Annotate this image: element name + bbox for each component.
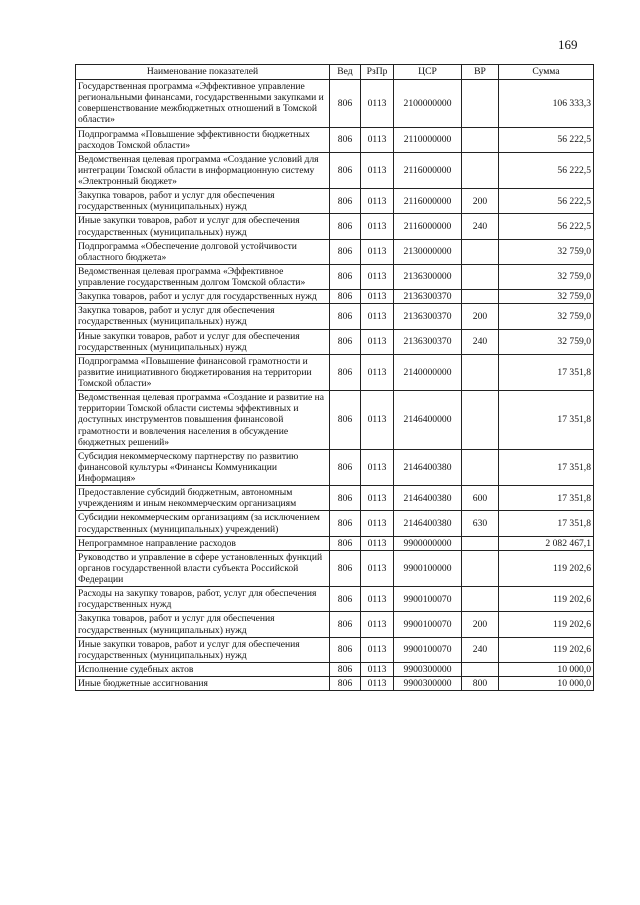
table-row (76, 391, 594, 450)
cell-ved: 806 (330, 304, 361, 329)
cell-vr: 200 (462, 189, 499, 214)
cell-rzpr: 0113 (361, 152, 394, 188)
cell-vr: 600 (462, 486, 499, 511)
cell-name: Руководство и управление в сфере установленных функций органов государственной власти субъекта Российской Федерации (76, 550, 330, 586)
table-row (76, 662, 594, 676)
cell-ved: 806 (330, 536, 361, 550)
cell-name: Государственная программа «Эффективное управление региональными финансами, государственными закупками и совершенствование межбюджетных отношений в Томской области» (76, 80, 330, 128)
header-sum: Сумма (499, 65, 594, 80)
cell-csr: 9900300000 (394, 677, 462, 691)
cell-sum: 2 082 467,1 (499, 536, 594, 550)
cell-ved: 806 (330, 587, 361, 612)
cell-rzpr: 0113 (361, 637, 394, 662)
cell-csr: 9900100070 (394, 637, 462, 662)
table-row (76, 214, 594, 239)
table-row (76, 264, 594, 289)
cell-ved: 806 (330, 290, 361, 304)
table-row (76, 127, 594, 152)
cell-name: Исполнение судебных актов (76, 662, 330, 676)
cell-name: Закупка товаров, работ и услуг для государственных нужд (76, 290, 330, 304)
cell-csr: 2136300370 (394, 290, 462, 304)
cell-csr: 2146400380 (394, 486, 462, 511)
cell-sum: 32 759,0 (499, 304, 594, 329)
cell-vr (462, 239, 499, 264)
cell-ved: 806 (330, 511, 361, 536)
cell-sum: 119 202,6 (499, 612, 594, 637)
table-row (76, 329, 594, 354)
cell-sum: 56 222,5 (499, 189, 594, 214)
cell-csr: 9900100000 (394, 550, 462, 586)
cell-name: Подпрограмма «Повышение эффективности бюджетных расходов Томской области» (76, 127, 330, 152)
cell-rzpr: 0113 (361, 354, 394, 390)
table-row (76, 550, 594, 586)
cell-ved: 806 (330, 264, 361, 289)
cell-rzpr: 0113 (361, 511, 394, 536)
table-row (76, 637, 594, 662)
cell-rzpr: 0113 (361, 449, 394, 485)
table-row (76, 677, 594, 691)
cell-rzpr: 0113 (361, 80, 394, 128)
table-row (76, 290, 594, 304)
table-row (76, 511, 594, 536)
cell-sum: 56 222,5 (499, 152, 594, 188)
cell-vr: 800 (462, 677, 499, 691)
cell-vr (462, 127, 499, 152)
cell-csr: 9900000000 (394, 536, 462, 550)
cell-sum: 17 351,8 (499, 486, 594, 511)
cell-name: Закупка товаров, работ и услуг для обеспечения государственных (муниципальных) нужд (76, 612, 330, 637)
table-row (76, 486, 594, 511)
cell-rzpr: 0113 (361, 304, 394, 329)
cell-sum: 17 351,8 (499, 391, 594, 450)
cell-sum: 10 000,0 (499, 677, 594, 691)
cell-vr (462, 290, 499, 304)
cell-rzpr: 0113 (361, 264, 394, 289)
cell-ved: 806 (330, 127, 361, 152)
cell-sum: 119 202,6 (499, 550, 594, 586)
cell-rzpr: 0113 (361, 239, 394, 264)
cell-ved: 806 (330, 550, 361, 586)
cell-sum: 32 759,0 (499, 239, 594, 264)
cell-sum: 106 333,3 (499, 80, 594, 128)
cell-name: Иные закупки товаров, работ и услуг для обеспечения государственных (муниципальных) нужд (76, 637, 330, 662)
cell-vr: 240 (462, 637, 499, 662)
cell-ved: 806 (330, 329, 361, 354)
cell-vr: 200 (462, 612, 499, 637)
header-ved: Вед (330, 65, 361, 80)
table-row (76, 239, 594, 264)
cell-vr (462, 80, 499, 128)
cell-vr (462, 391, 499, 450)
cell-sum: 119 202,6 (499, 587, 594, 612)
cell-rzpr: 0113 (361, 391, 394, 450)
cell-sum: 119 202,6 (499, 637, 594, 662)
cell-vr (462, 536, 499, 550)
header-csr: ЦСР (394, 65, 462, 80)
cell-ved: 806 (330, 449, 361, 485)
cell-csr: 2110000000 (394, 127, 462, 152)
cell-ved: 806 (330, 80, 361, 128)
cell-name: Иные закупки товаров, работ и услуг для обеспечения государственных (муниципальных) нужд (76, 214, 330, 239)
cell-rzpr: 0113 (361, 587, 394, 612)
cell-vr (462, 264, 499, 289)
cell-sum: 56 222,5 (499, 214, 594, 239)
cell-name: Расходы на закупку товаров, работ, услуг для обеспечения государственных нужд (76, 587, 330, 612)
cell-name: Непрограммное направление расходов (76, 536, 330, 550)
cell-name: Ведомственная целевая программа «Эффективное управление государственным долгом Томской области» (76, 264, 330, 289)
cell-ved: 806 (330, 354, 361, 390)
cell-name: Иные бюджетные ассигнования (76, 677, 330, 691)
table-row (76, 587, 594, 612)
cell-vr: 240 (462, 214, 499, 239)
cell-vr (462, 449, 499, 485)
table-row (76, 354, 594, 390)
cell-rzpr: 0113 (361, 329, 394, 354)
cell-ved: 806 (330, 189, 361, 214)
cell-vr: 200 (462, 304, 499, 329)
cell-ved: 806 (330, 239, 361, 264)
cell-rzpr: 0113 (361, 662, 394, 676)
cell-rzpr: 0113 (361, 189, 394, 214)
cell-vr (462, 550, 499, 586)
cell-ved: 806 (330, 637, 361, 662)
cell-sum: 17 351,8 (499, 354, 594, 390)
cell-sum: 32 759,0 (499, 290, 594, 304)
cell-vr: 630 (462, 511, 499, 536)
cell-rzpr: 0113 (361, 290, 394, 304)
budget-table (75, 64, 594, 691)
cell-ved: 806 (330, 214, 361, 239)
cell-vr (462, 662, 499, 676)
cell-ved: 806 (330, 391, 361, 450)
cell-csr: 2116000000 (394, 189, 462, 214)
cell-name: Субсидия некоммерческому партнерству по развитию финансовой культуры «Финансы Коммуникации Информация» (76, 449, 330, 485)
cell-rzpr: 0113 (361, 612, 394, 637)
cell-csr: 2146400380 (394, 449, 462, 485)
cell-csr: 2136300370 (394, 304, 462, 329)
cell-rzpr: 0113 (361, 550, 394, 586)
cell-csr: 2130000000 (394, 239, 462, 264)
header-rzpr: РзПр (361, 65, 394, 80)
cell-ved: 806 (330, 486, 361, 511)
cell-rzpr: 0113 (361, 536, 394, 550)
cell-rzpr: 0113 (361, 214, 394, 239)
cell-ved: 806 (330, 677, 361, 691)
cell-ved: 806 (330, 662, 361, 676)
table-header (76, 65, 594, 80)
table-row (76, 80, 594, 128)
cell-ved: 806 (330, 152, 361, 188)
cell-ved: 806 (330, 612, 361, 637)
cell-sum: 32 759,0 (499, 329, 594, 354)
cell-sum: 32 759,0 (499, 264, 594, 289)
cell-rzpr: 0113 (361, 127, 394, 152)
cell-name: Предоставление субсидий бюджетным, автономным учреждениям и иным некоммерческим организациям (76, 486, 330, 511)
cell-csr: 2140000000 (394, 354, 462, 390)
cell-vr: 240 (462, 329, 499, 354)
cell-name: Субсидии некоммерческим организациям (за исключением государственных (муниципальных) учреждений) (76, 511, 330, 536)
cell-name: Иные закупки товаров, работ и услуг для обеспечения государственных (муниципальных) нужд (76, 329, 330, 354)
cell-vr (462, 152, 499, 188)
header-name: Наименование показателей (76, 65, 330, 80)
table-row (76, 304, 594, 329)
cell-csr: 9900100070 (394, 587, 462, 612)
cell-name: Ведомственная целевая программа «Создание и развитие на территории Томской области системы эффективных и доступных инструментов повышения финансовой грамотности и вовлечения населения в обсуждение бюджетных решений» (76, 391, 330, 450)
cell-csr: 9900100070 (394, 612, 462, 637)
cell-csr: 2116000000 (394, 214, 462, 239)
cell-csr: 2146400380 (394, 511, 462, 536)
cell-name: Закупка товаров, работ и услуг для обеспечения государственных (муниципальных) нужд (76, 189, 330, 214)
table-row (76, 449, 594, 485)
cell-sum: 17 351,8 (499, 511, 594, 536)
table-row (76, 612, 594, 637)
table-row (76, 536, 594, 550)
table-row (76, 152, 594, 188)
cell-sum: 56 222,5 (499, 127, 594, 152)
cell-sum: 17 351,8 (499, 449, 594, 485)
cell-csr: 2116000000 (394, 152, 462, 188)
cell-rzpr: 0113 (361, 486, 394, 511)
table-body (76, 80, 594, 691)
cell-csr: 2100000000 (394, 80, 462, 128)
cell-csr: 2146400000 (394, 391, 462, 450)
table-row (76, 189, 594, 214)
cell-name: Закупка товаров, работ и услуг для обеспечения государственных (муниципальных) нужд (76, 304, 330, 329)
cell-vr (462, 354, 499, 390)
cell-csr: 2136300000 (394, 264, 462, 289)
cell-name: Подпрограмма «Обеспечение долговой устойчивости областного бюджета» (76, 239, 330, 264)
page-number: 169 (558, 37, 578, 52)
cell-csr: 2136300370 (394, 329, 462, 354)
cell-rzpr: 0113 (361, 677, 394, 691)
cell-csr: 9900300000 (394, 662, 462, 676)
cell-name: Ведомственная целевая программа «Создание условий для интеграции Томской области в информационную систему «Электронный бюджет» (76, 152, 330, 188)
header-vr: ВР (462, 65, 499, 80)
cell-name: Подпрограмма «Повышение финансовой грамотности и развитие инициативного бюджетирования на территории Томской области» (76, 354, 330, 390)
cell-sum: 10 000,0 (499, 662, 594, 676)
cell-vr (462, 587, 499, 612)
